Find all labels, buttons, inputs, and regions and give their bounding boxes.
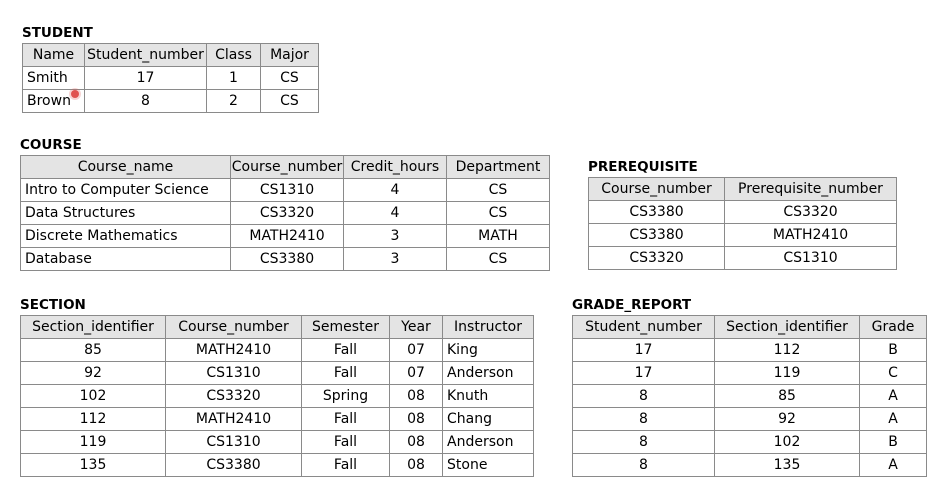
table-cell: CS3320: [166, 385, 302, 408]
table-cell: 4: [344, 202, 447, 225]
table-cell: CS1310: [231, 179, 344, 202]
table-row: [21, 431, 534, 454]
table-cell: MATH2410: [231, 225, 344, 248]
table-cell: 4: [344, 179, 447, 202]
grade-report-header-row: [573, 316, 927, 339]
table-cell: 119: [21, 431, 166, 454]
column-header: Grade: [860, 316, 927, 339]
column-header: Name: [23, 44, 85, 67]
table-row: [21, 408, 534, 431]
table-cell: Anderson: [443, 431, 534, 454]
table-cell: A: [860, 408, 927, 431]
table-cell: CS: [261, 67, 319, 90]
table-cell: 07: [390, 339, 443, 362]
table-cell: Spring: [302, 385, 390, 408]
table-cell: 2: [207, 90, 261, 113]
table-row: [573, 362, 927, 385]
table-cell: A: [860, 454, 927, 477]
table-cell: 3: [344, 248, 447, 271]
table-row: [589, 247, 897, 270]
table-cell: 85: [21, 339, 166, 362]
course-header-row: [21, 156, 550, 179]
table-cell: 8: [573, 408, 715, 431]
table-row: [21, 248, 550, 271]
table-row: [23, 67, 319, 90]
table-cell: MATH2410: [166, 339, 302, 362]
table-row: [21, 339, 534, 362]
column-header: Major: [261, 44, 319, 67]
prerequisite-block: [588, 159, 897, 270]
table-cell: CS3320: [589, 247, 725, 270]
table-cell: Chang: [443, 408, 534, 431]
table-cell: Fall: [302, 408, 390, 431]
student-table: [22, 43, 319, 113]
table-cell: 112: [21, 408, 166, 431]
table-cell: 85: [715, 385, 860, 408]
section-table: [20, 315, 534, 477]
table-cell: MATH2410: [725, 224, 897, 247]
table-cell: 8: [573, 431, 715, 454]
table-cell: CS: [447, 248, 550, 271]
grade-report-title: GRADE_REPORT: [572, 297, 692, 313]
column-header: Year: [390, 316, 443, 339]
table-cell: CS3320: [231, 202, 344, 225]
table-cell: 17: [85, 67, 207, 90]
table-row: [573, 431, 927, 454]
table-cell: MATH: [447, 225, 550, 248]
table-cell: Intro to Computer Science: [21, 179, 231, 202]
table-row: [573, 454, 927, 477]
table-row: [573, 339, 927, 362]
table-cell: 08: [390, 431, 443, 454]
column-header: Department: [447, 156, 550, 179]
column-header: Student_number: [573, 316, 715, 339]
table-cell: 102: [21, 385, 166, 408]
table-cell: CS3380: [589, 201, 725, 224]
table-row: [23, 90, 319, 113]
table-cell: A: [860, 385, 927, 408]
table-cell: Anderson: [443, 362, 534, 385]
table-cell: 17: [573, 362, 715, 385]
table-row: [21, 362, 534, 385]
table-cell: 92: [21, 362, 166, 385]
section-header-row: [21, 316, 534, 339]
table-cell: CS3380: [166, 454, 302, 477]
table-row: [573, 408, 927, 431]
grade-report-table: [572, 315, 927, 477]
column-header: Instructor: [443, 316, 534, 339]
table-cell: 135: [21, 454, 166, 477]
table-row: [21, 202, 550, 225]
table-cell: 8: [573, 454, 715, 477]
table-cell: King: [443, 339, 534, 362]
column-header: Class: [207, 44, 261, 67]
grade-report-block: [572, 297, 927, 477]
table-cell: Smith: [23, 67, 85, 90]
column-header: Credit_hours: [344, 156, 447, 179]
column-header: Prerequisite_number: [725, 178, 897, 201]
table-row: [21, 179, 550, 202]
table-cell: 8: [85, 90, 207, 113]
table-cell: CS1310: [725, 247, 897, 270]
table-cell: CS3320: [725, 201, 897, 224]
table-cell: Data Structures: [21, 202, 231, 225]
table-cell: B: [860, 431, 927, 454]
course-block: [20, 137, 550, 271]
table-cell: 112: [715, 339, 860, 362]
table-cell: 07: [390, 362, 443, 385]
table-cell: 135: [715, 454, 860, 477]
table-cell: MATH2410: [166, 408, 302, 431]
table-cell: 102: [715, 431, 860, 454]
section-title: SECTION: [20, 297, 86, 313]
table-cell: CS3380: [231, 248, 344, 271]
table-cell: 3: [344, 225, 447, 248]
table-cell: 119: [715, 362, 860, 385]
prerequisite-title: PREREQUISITE: [588, 159, 698, 175]
table-cell: 1: [207, 67, 261, 90]
table-cell: Fall: [302, 431, 390, 454]
column-header: Course_number: [166, 316, 302, 339]
table-cell: CS3380: [589, 224, 725, 247]
table-cell: Fall: [302, 362, 390, 385]
table-cell: 08: [390, 385, 443, 408]
prerequisite-header-row: [589, 178, 897, 201]
table-cell: CS1310: [166, 362, 302, 385]
column-header: Section_identifier: [21, 316, 166, 339]
table-cell: B: [860, 339, 927, 362]
section-block: [20, 297, 534, 477]
table-cell: CS1310: [166, 431, 302, 454]
table-cell: Discrete Mathematics: [21, 225, 231, 248]
table-cell: CS: [447, 179, 550, 202]
column-header: Student_number: [85, 44, 207, 67]
column-header: Semester: [302, 316, 390, 339]
column-header: Section_identifier: [715, 316, 860, 339]
student-block: [22, 25, 319, 113]
table-cell: CS: [261, 90, 319, 113]
table-cell: 8: [573, 385, 715, 408]
column-header: Course_number: [231, 156, 344, 179]
student-title: STUDENT: [22, 25, 93, 41]
table-cell: CS: [447, 202, 550, 225]
column-header: Course_name: [21, 156, 231, 179]
table-cell: Brown: [23, 90, 85, 113]
table-cell: 08: [390, 454, 443, 477]
column-header: Course_number: [589, 178, 725, 201]
table-cell: Fall: [302, 339, 390, 362]
table-row: [21, 454, 534, 477]
table-cell: Database: [21, 248, 231, 271]
table-row: [589, 224, 897, 247]
table-row: [573, 385, 927, 408]
table-cell: 08: [390, 408, 443, 431]
prerequisite-table: [588, 177, 897, 270]
table-cell: Fall: [302, 454, 390, 477]
table-row: [21, 385, 534, 408]
course-table: [20, 155, 550, 271]
table-cell: 17: [573, 339, 715, 362]
course-title: COURSE: [20, 137, 82, 153]
table-cell: Stone: [443, 454, 534, 477]
student-header-row: [23, 44, 319, 67]
table-row: [21, 225, 550, 248]
table-cell: 92: [715, 408, 860, 431]
table-cell: Knuth: [443, 385, 534, 408]
table-row: [589, 201, 897, 224]
cursor-marker-icon: [71, 90, 79, 98]
table-cell: C: [860, 362, 927, 385]
